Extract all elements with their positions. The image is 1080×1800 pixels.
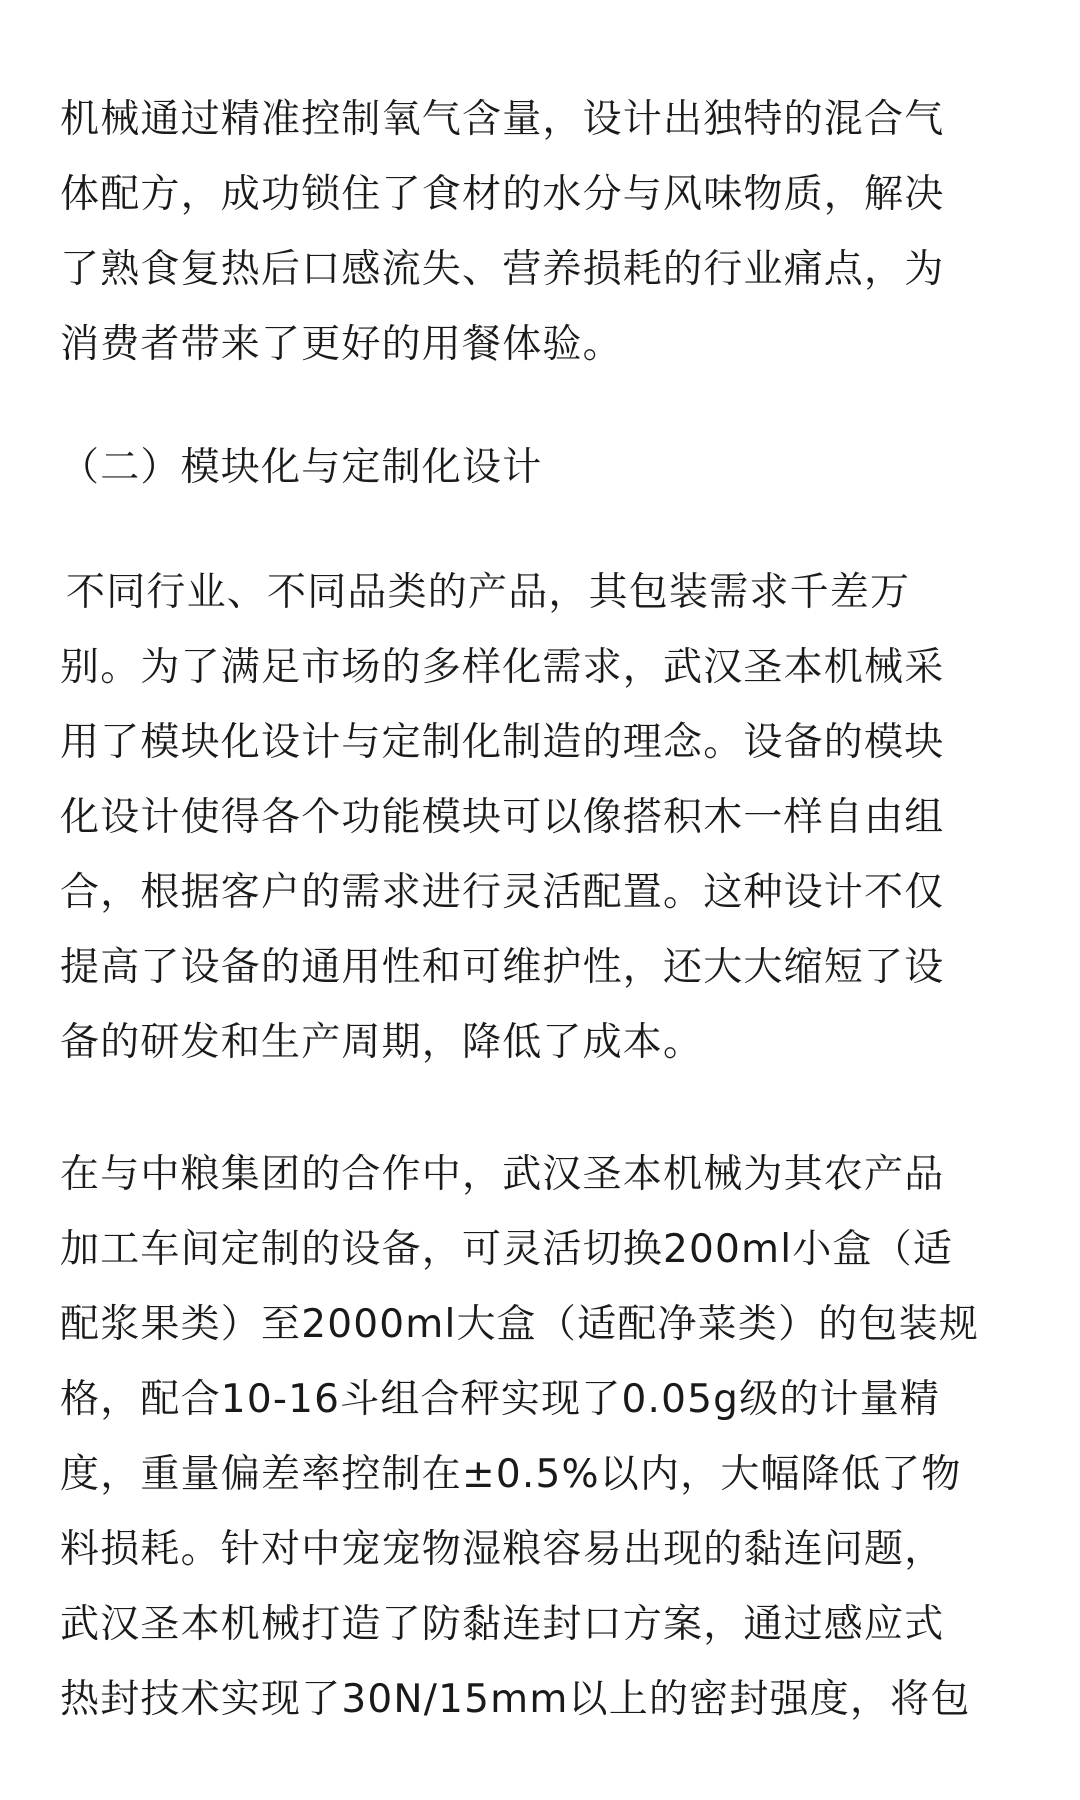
text-line: 格，配合10-16斗组合秤实现了0.05g级的计量精 <box>60 1377 941 1422</box>
paragraph-spacer <box>60 1080 1040 1137</box>
text-line: 合，根据客户的需求进行灵活配置。这种设计不仅 <box>60 870 945 915</box>
text-line: 化设计使得各个功能模块可以像搭积木一样自由组 <box>60 795 945 840</box>
text-line: 度，重量偏差率控制在±0.5%以内，大幅降低了物 <box>60 1452 962 1497</box>
text-line: 武汉圣本机械打造了防黏连封口方案，通过感应式 <box>60 1602 945 1647</box>
paragraph-spacer <box>60 505 1040 555</box>
paragraph-3 <box>60 1137 1040 1737</box>
text-line: 别。为了满足市场的多样化需求，武汉圣本机械采 <box>60 645 945 690</box>
text-line: 体配方，成功锁住了食材的水分与风味物质，解决 <box>60 172 945 217</box>
paragraph-spacer <box>60 382 1040 430</box>
text-line: 加工车间定制的设备，可灵活切换200ml小盒（适 <box>60 1227 954 1272</box>
section-heading <box>60 430 1040 505</box>
text-line: 在与中粮集团的合作中，武汉圣本机械为其农产品 <box>60 1152 945 1197</box>
text-line: 机械通过精准控制氧气含量，设计出独特的混合气 <box>60 97 945 142</box>
text-line: 消费者带来了更好的用餐体验。 <box>60 322 623 367</box>
paragraph-2 <box>60 555 1040 1080</box>
text-line: 备的研发和生产周期，降低了成本。 <box>60 1020 704 1065</box>
text-line: 了熟食复热后口感流失、营养损耗的行业痛点，为 <box>60 247 945 292</box>
section-heading-text: （二）模块化与定制化设计 <box>60 445 543 490</box>
text-line: 配浆果类）至2000ml大盒（适配净菜类）的包装规 <box>60 1302 980 1347</box>
text-line: 料损耗。针对中宠宠物湿粮容易出现的黏连问题， <box>60 1527 945 1572</box>
paragraph-1 <box>60 82 1040 382</box>
article-body <box>60 82 1040 1737</box>
text-line: 提高了设备的通用性和可维护性，还大大缩短了设 <box>60 945 945 990</box>
text-line: 热封技术实现了30N/15mm以上的密封强度，将包 <box>60 1677 971 1722</box>
text-line: 不同行业、不同品类的产品，其包装需求千差万 <box>66 570 911 615</box>
text-line: 用了模块化设计与定制化制造的理念。设备的模块 <box>60 720 945 765</box>
